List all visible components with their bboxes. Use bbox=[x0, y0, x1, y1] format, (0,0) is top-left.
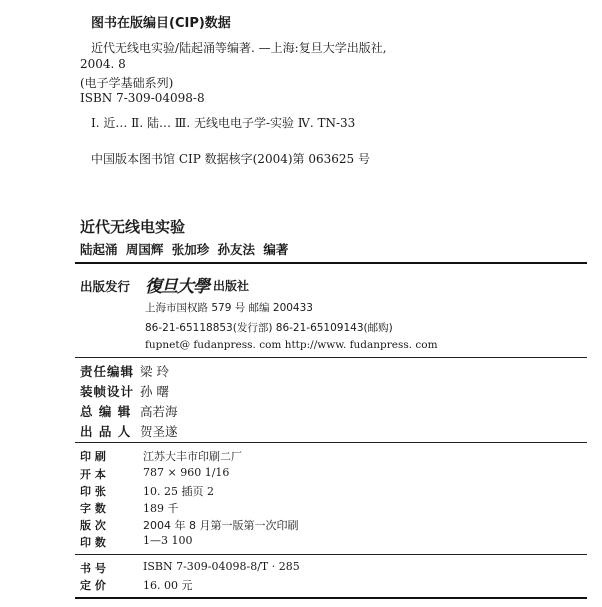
spec-value-print-run: 1—3 100 bbox=[143, 534, 193, 547]
divider-bottom bbox=[75, 597, 587, 599]
staff-label-producer: 出 品 人 bbox=[80, 424, 132, 439]
staff-value-editor: 梁 玲 bbox=[140, 364, 169, 379]
spec-value-format: 787 × 960 1/16 bbox=[143, 466, 230, 479]
cip-series-line: (电子学基础系列) bbox=[80, 76, 174, 90]
cip-heading: 图书在版编目(CIP)数据 bbox=[91, 16, 231, 31]
spec-label-edition: 版 次 bbox=[80, 519, 106, 532]
divider-staff bbox=[75, 357, 587, 358]
price-label: 定 价 bbox=[80, 579, 106, 592]
cip-classification-line: Ⅰ. 近… Ⅱ. 陆… Ⅲ. 无线电电子学-实验 Ⅳ. TN-33 bbox=[91, 116, 356, 130]
publisher-logo: 復旦大學 bbox=[145, 277, 209, 297]
publisher-address: 上海市国权路 579 号 邮编 200433 bbox=[145, 302, 313, 314]
publisher-label: 出版发行 bbox=[80, 279, 131, 294]
publisher-name: 出版社 bbox=[213, 279, 250, 293]
book-title: 近代无线电实验 bbox=[80, 218, 186, 236]
cip-citation-line: 近代无线电实验/陆起涌等编著. —上海:复旦大学出版社, bbox=[91, 41, 387, 55]
isbn-label: 书 号 bbox=[80, 562, 106, 575]
spec-label-words: 字 数 bbox=[80, 502, 106, 515]
spec-value-printer: 江苏大丰市印刷二厂 bbox=[143, 450, 242, 463]
publisher-web: fupnet@ fudanpress. com http://www. fudanpress. com bbox=[145, 339, 438, 351]
divider-specs bbox=[75, 442, 587, 443]
spec-value-sheets: 10. 25 插页 2 bbox=[143, 485, 214, 498]
publisher-phones: 86-21-65118853(发行部) 86-21-65109143(邮购) bbox=[145, 322, 393, 334]
spec-value-words: 189 千 bbox=[143, 502, 179, 515]
spec-label-print-run: 印 数 bbox=[80, 536, 106, 549]
staff-value-producer: 贺圣遂 bbox=[140, 424, 178, 439]
cip-date-line: 2004. 8 bbox=[80, 57, 126, 71]
staff-value-design: 孙 曙 bbox=[140, 384, 169, 399]
staff-label-chief-editor: 总 编 辑 bbox=[80, 404, 132, 419]
cip-isbn-line: ISBN 7-309-04098-8 bbox=[80, 91, 205, 105]
price-value: 16. 00 元 bbox=[143, 579, 193, 592]
isbn-value: ISBN 7-309-04098-8/T · 285 bbox=[143, 560, 300, 573]
spec-label-sheets: 印 张 bbox=[80, 485, 106, 498]
spec-label-printer: 印 刷 bbox=[80, 450, 106, 463]
spec-value-edition: 2004 年 8 月第一版第一次印刷 bbox=[143, 519, 299, 532]
cip-verification-line: 中国版本图书馆 CIP 数据核字(2004)第 063625 号 bbox=[91, 152, 370, 166]
divider-top bbox=[75, 262, 587, 264]
spec-label-format: 开 本 bbox=[80, 468, 106, 481]
staff-label-design: 装帧设计 bbox=[80, 384, 135, 399]
book-authors: 陆起涌 周国辉 张加珍 孙友法 编著 bbox=[80, 242, 289, 257]
divider-isbn bbox=[75, 554, 587, 555]
staff-value-chief-editor: 高若海 bbox=[140, 404, 178, 419]
staff-label-editor: 责任编辑 bbox=[80, 364, 135, 379]
